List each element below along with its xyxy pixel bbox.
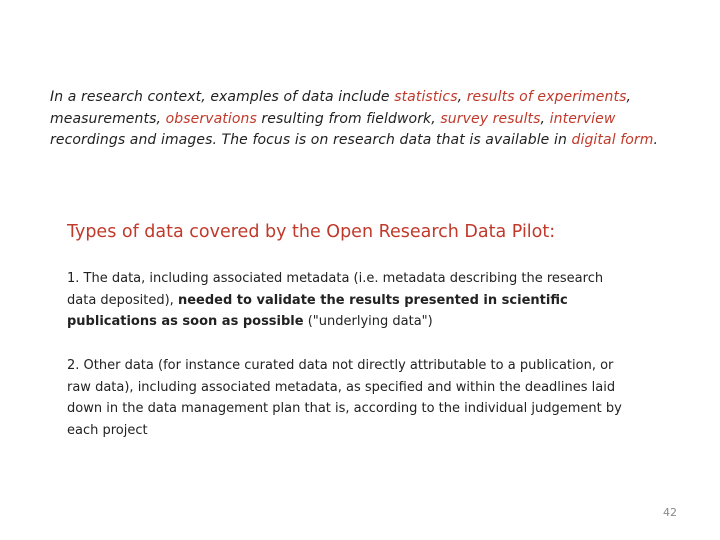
- intro-text-2: ,: [457, 89, 467, 105]
- highlight-statistics: statistics: [394, 89, 458, 105]
- list-item-2: 2. Other data (for instance curated data not directly attributable to a publication, or raw data), including associated metadata, as specified and within the deadlines laid down in the data management plan that is, according to the individual judgement by each project: [67, 358, 622, 438]
- highlight-results-of-experiments: results of experiments: [466, 89, 627, 105]
- intro-text-7: .: [653, 132, 659, 148]
- item1-text: 1. The data, including associated metadata (i.e. metadata describing the research data deposited),: [67, 271, 604, 308]
- intro-text-5: ,: [540, 110, 550, 127]
- section-heading: Types of data covered by the Open Research Data Pilot:: [67, 222, 556, 242]
- intro-paragraph: [50, 87, 660, 152]
- page-number: 42: [663, 506, 677, 519]
- item1-bold-text: needed to validate the results presented in scientific publications as soon as possible: [67, 292, 568, 329]
- intro-text-6: recordings and images. The focus is on research data that is available in: [50, 132, 572, 148]
- intro-text-1: In a research context, examples of data include: [50, 89, 395, 105]
- intro-text-4: resulting from fieldwork,: [256, 110, 441, 127]
- list-item-1: [67, 268, 627, 333]
- item1-trailing-text: ("underlying data"): [303, 314, 433, 329]
- intro-text-3: , measurements,: [50, 89, 632, 127]
- highlight-survey-results: survey results: [440, 110, 541, 127]
- highlight-digital-form: digital form: [571, 132, 654, 148]
- highlight-observations: observations: [165, 110, 257, 127]
- highlight-interview: interview: [549, 110, 616, 127]
